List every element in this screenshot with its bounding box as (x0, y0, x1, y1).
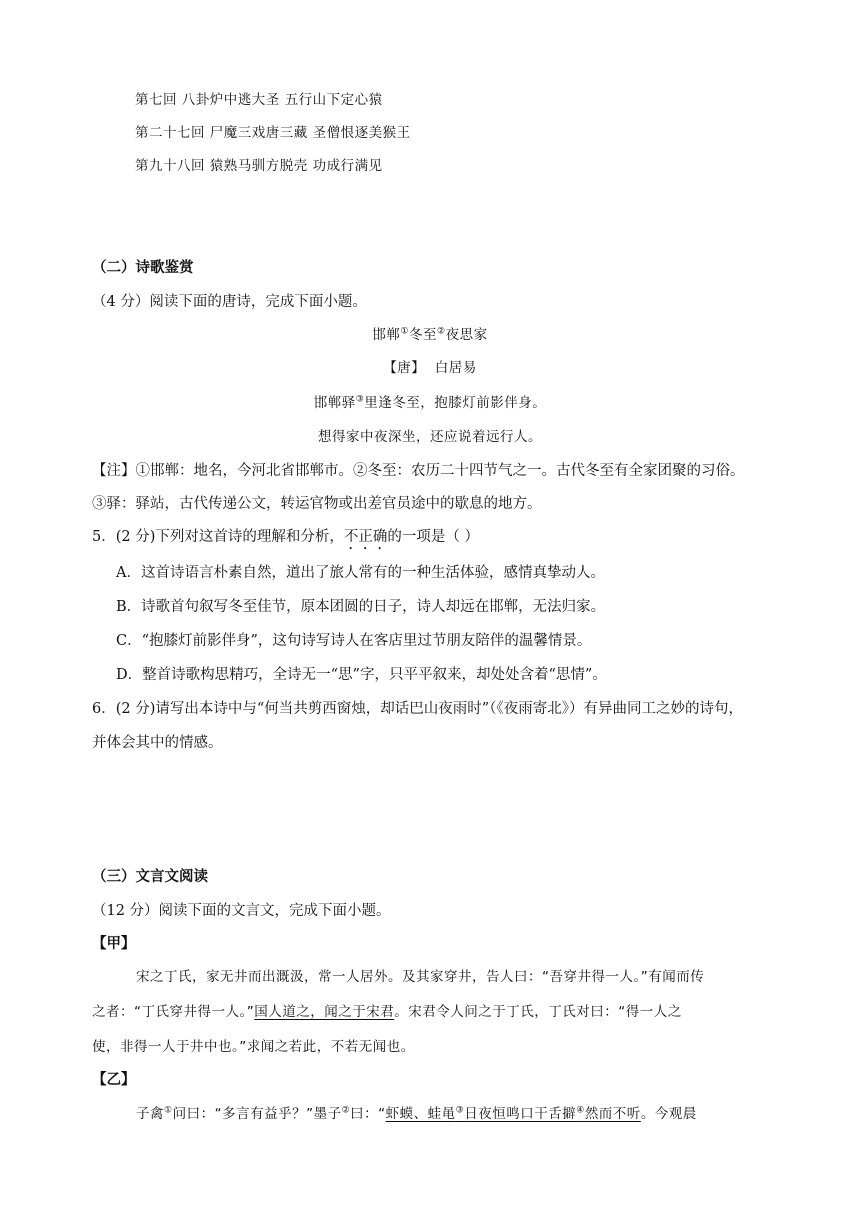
question-6-line-1: 6．(2 分)请写出本诗中与“何当共剪西窗烛，却话巴山夜雨时”（《夜雨寄北》）有异曲同工之妙的诗句， (92, 701, 743, 717)
poetry-section-title: （二）诗歌鉴赏 (92, 259, 194, 276)
passage-yi-line-1: 子禽①问曰：“多言有益乎？”墨子②曰：“虾蟆、蛙黾③日夜恒鸣口干舌擗④然而不听。今观晨 (136, 1105, 697, 1122)
poem-dynasty: 【唐】 (383, 360, 426, 376)
question-5: 5．(2 分)下列对这首诗的理解和分析，不正确的一项是（ ） (92, 529, 479, 545)
poetry-intro: （4 分）阅读下面的唐诗，完成下面小题。 (92, 294, 367, 310)
passage-yi-label: 【乙】 (92, 1071, 136, 1088)
chapter-line-98: 第九十八回 猿熟马驯方脱壳 功成行满见 (135, 158, 383, 174)
poem-line-1: 邯郸驿③里逢冬至，抱膝灯前影伴身。 (313, 394, 547, 411)
passage-jia-line-3: 使，非得一人于井中也。”求闻之若此，不若无闻也。 (92, 1039, 415, 1055)
poem-line-2: 想得家中夜深坐，还应说着远行人。 (318, 429, 542, 445)
poem-author-name: 白居易 (434, 360, 477, 376)
passage-jia-line-1: 宋之丁氏，家无井而出溉汲，常一人居外。及其家穿井，告人曰：“吾穿井得一人。”有闻而传 (136, 969, 705, 985)
option-c: C．“抱膝灯前影伴身”，这句诗写诗人在客店里过节朋友陪伴的温馨情景。 (116, 633, 592, 649)
poem-notes-1: 【注】①邯郸：地名，今河北省邯郸市。②冬至：农历二十四节气之一。古代冬至有全家团聚的习俗。 (92, 463, 745, 479)
passage-jia-line-2: 之者：“丁氏穿井得一人。”国人道之，闻之于宋君。宋君令人问之于丁氏，丁氏对曰：“得一人之 (92, 1004, 682, 1020)
classical-intro: （12 分）阅读下面的文言文，完成下面小题。 (92, 903, 391, 919)
option-a: A．这首诗语言朴素自然，道出了旅人常有的一种生活体验，感情真挚动人。 (116, 565, 605, 581)
question-6-line-2: 并体会其中的情感。 (92, 735, 223, 751)
option-b: B．诗歌首句叙写冬至佳节，原本团圆的日子，诗人却远在邯郸，无法归家。 (116, 599, 606, 615)
classical-section-title: （三）文言文阅读 (92, 868, 208, 885)
chapter-line-27: 第二十七回 尸魔三戏唐三藏 圣僧恨逐美猴王 (135, 125, 411, 141)
option-d: D．整首诗歌构思精巧，全诗无一“思”字，只平平叙来，却处处含着“思情”。 (116, 667, 607, 683)
poem-author (0, 358, 860, 378)
poem-title: 邯郸①冬至②夜思家 (372, 326, 488, 343)
underlined-sentence-yi: 虾蟆、蛙黾③日夜恒鸣口干舌擗④然而不听 (385, 1105, 641, 1122)
chapter-line-7: 第七回 八卦炉中逃大圣 五行山下定心猿 (135, 92, 383, 108)
passage-jia-label: 【甲】 (92, 935, 136, 952)
emphasis-not-correct: 不正确 (343, 529, 388, 545)
poem-notes-2: ③驿：驿站，古代传递公文，转运官物或出差官员途中的歇息的地方。 (92, 496, 542, 512)
underlined-sentence: 国人道之，闻之于宋君 (254, 1004, 395, 1020)
